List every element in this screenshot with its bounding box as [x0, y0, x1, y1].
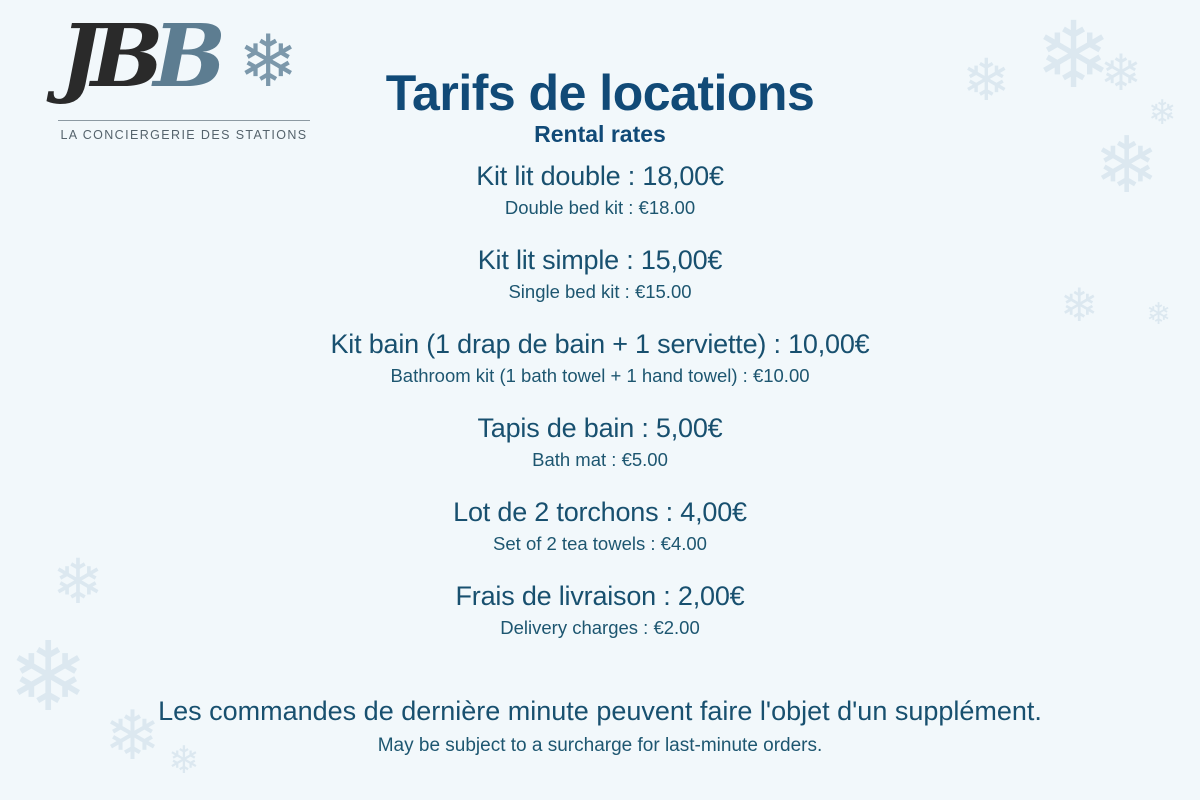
rate-item-en: Delivery charges : €2.00	[500, 616, 700, 638]
rate-item	[0, 580, 1200, 640]
rate-item	[0, 328, 1200, 388]
surcharge-note-fr: Les commandes de dernière minute peuvent faire l'objet d'un supplément.	[158, 696, 1042, 726]
snowflake-icon: ❄	[962, 48, 1011, 113]
snowflake-icon: ❄	[1100, 45, 1142, 101]
snowflake-icon: ❄	[1146, 298, 1172, 331]
snowflake-icon: ❄	[1060, 279, 1099, 331]
page-title-fr: Tarifs de locations	[385, 64, 815, 121]
rate-item-fr: Lot de 2 torchons : 4,00€	[453, 496, 747, 527]
rate-item-en: Double bed kit : €18.00	[504, 196, 696, 218]
rate-item-en: Set of 2 tea towels : €4.00	[493, 532, 707, 554]
logo-monogram-initial-secondary: B	[153, 6, 217, 107]
rate-item-fr: Kit lit double : 18,00€	[476, 161, 724, 191]
snowflake-icon: ❄	[1148, 94, 1177, 132]
snowflake-icon: ❄	[1094, 121, 1160, 209]
surcharge-note-en: May be subject to a surcharge for last-minute orders.	[377, 735, 823, 757]
rate-item-fr: Kit bain (1 drap de bain + 1 serviette) : 10,00€	[330, 328, 870, 359]
rate-item-en: Single bed kit : €15.00	[508, 280, 692, 302]
rate-item-en: Bath mat : €5.00	[532, 448, 668, 470]
logo-monogram-initials: JB	[60, 6, 154, 107]
logo-tagline: LA CONCIERGERIE DES STATIONS	[60, 128, 308, 142]
snowflake-icon: ❄	[104, 698, 161, 774]
rate-item-fr: Frais de livraison : 2,00€	[455, 580, 745, 611]
snowflake-icon: ❄	[168, 740, 200, 782]
snowflake-icon: ❄	[8, 624, 89, 731]
rate-item	[0, 244, 1200, 304]
snowflake-icon: ❄	[52, 548, 104, 617]
rate-item-en: Bathroom kit (1 bath towel + 1 hand towel) : €10.00	[390, 364, 810, 386]
snowflake-icon: ❄	[1035, 5, 1113, 107]
rate-item	[0, 496, 1200, 556]
rate-item-fr: Tapis de bain : 5,00€	[477, 412, 723, 443]
rate-item-fr: Kit lit simple : 15,00€	[477, 244, 723, 275]
page-title-en: Rental rates	[534, 121, 666, 148]
surcharge-note	[0, 694, 1200, 757]
snowflake-icon: ❄	[238, 22, 299, 102]
rate-list	[0, 160, 1200, 664]
rate-item	[0, 412, 1200, 472]
rate-item	[0, 160, 1200, 220]
